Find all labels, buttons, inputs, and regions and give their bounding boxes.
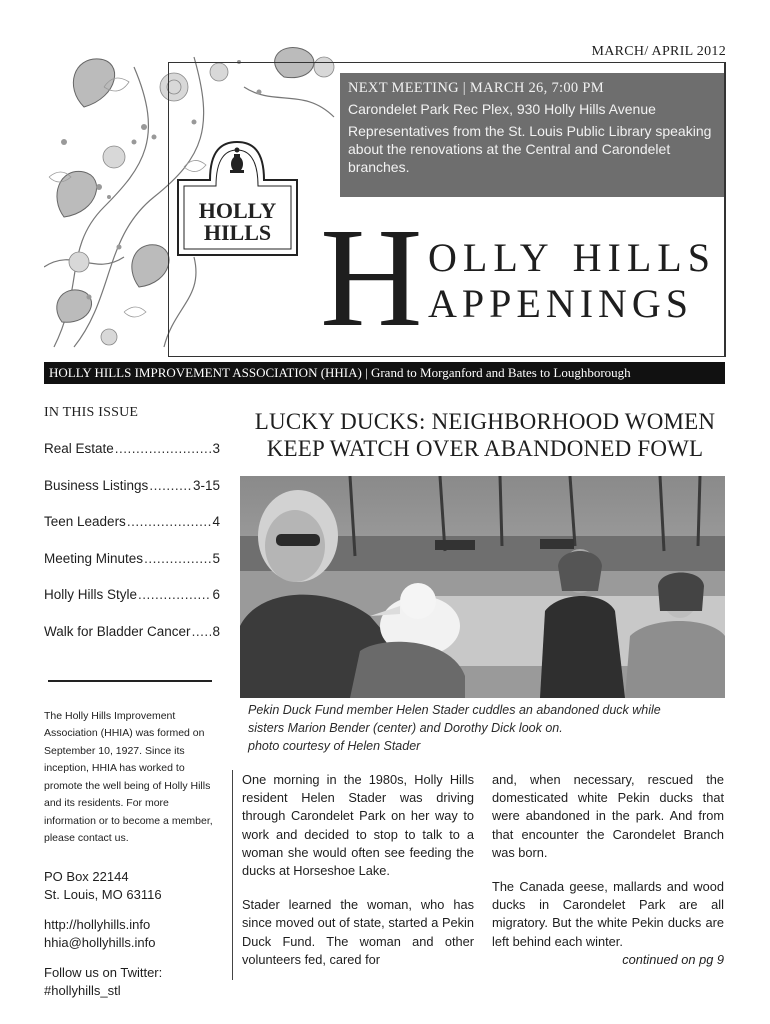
issue-item-page: 4 bbox=[212, 514, 220, 529]
logo-text bbox=[170, 200, 305, 244]
article-paragraph: Stader learned the woman, who has since moved out of state, started a Pekin Duck Fund. The woman and other volunteers fed, cared for bbox=[242, 897, 474, 967]
issue-item-page: 8 bbox=[212, 623, 220, 639]
continued-note: continued on pg 9 bbox=[622, 951, 724, 967]
issue-item-label: Real Estate bbox=[44, 441, 114, 456]
issue-item-holly-hills-style bbox=[44, 587, 220, 624]
article-column-1 bbox=[242, 771, 474, 985]
issue-item-business-listings bbox=[44, 478, 220, 515]
article-title-line2: KEEP WATCH OVER ABANDONED FOWL bbox=[266, 436, 704, 461]
issue-item-label: Business Listings bbox=[44, 477, 149, 493]
photo-caption bbox=[248, 701, 726, 755]
twitter-label: Follow us on Twitter: bbox=[44, 964, 163, 980]
issue-item-meeting-minutes bbox=[44, 551, 220, 588]
article-paragraph: and, when necessary, rescued the domesticated white Pekin ducks that were abandoned in the park. And from that encounter the Carondelet Branch was born. bbox=[492, 772, 724, 860]
logo-line1: HOLLY bbox=[198, 198, 277, 223]
issue-item-label: Holly Hills Style bbox=[44, 587, 138, 602]
sidebar-divider bbox=[48, 680, 212, 682]
leader-dots bbox=[144, 551, 211, 566]
issue-item-label: Walk for Bladder Cancer bbox=[44, 623, 191, 639]
meeting-title: NEXT MEETING | MARCH 26, 7:00 PM bbox=[348, 80, 604, 96]
issue-item-page: 6 bbox=[212, 587, 220, 602]
masthead-line2: APPENINGS bbox=[428, 281, 694, 326]
caption-line1: Pekin Duck Fund member Helen Stader cuddles an abandoned duck while bbox=[248, 703, 661, 717]
article-photo bbox=[240, 476, 725, 698]
leader-dots bbox=[192, 624, 212, 639]
masthead-initial: H bbox=[320, 198, 423, 356]
leader-dots bbox=[115, 441, 212, 456]
meeting-location: Carondelet Park Rec Plex, 930 Holly Hills Avenue bbox=[348, 101, 656, 117]
twitter-handle[interactable]: #hollyhills_stl bbox=[44, 982, 121, 998]
article-title-line1: LUCKY DUCKS: NEIGHBORHOOD WOMEN bbox=[254, 409, 716, 434]
mailing-address bbox=[44, 868, 224, 904]
sidebar bbox=[44, 405, 224, 1012]
next-meeting-box bbox=[340, 73, 724, 197]
city-state-zip: St. Louis, MO 63116 bbox=[44, 886, 162, 902]
about-hhia: The Holly Hills Improvement Association (HHIA) was formed on September 10, 1927. Since its inception, HHIA has worked to promote the well being of Holly Hills and its residents. For more information or to become a member, please contact us. bbox=[44, 709, 213, 844]
issue-item-page: 5 bbox=[212, 550, 220, 566]
meeting-description: Representatives from the St. Louis Public Library speaking about the renovations at the Central and Carondelet branches. bbox=[348, 123, 712, 175]
masthead-line1: OLLY HILLS bbox=[428, 235, 716, 280]
logo-line2: HILLS bbox=[203, 220, 272, 245]
article-column-2 bbox=[492, 771, 724, 969]
in-this-issue-heading: IN THIS ISSUE bbox=[44, 405, 139, 420]
leader-dots bbox=[127, 514, 212, 529]
article-paragraph: The Canada geese, mallards and wood ducks in Carondelet Park are all migratory. But the white Pekin ducks are left behind each winter. bbox=[492, 879, 724, 949]
issue-date: MARCH/ APRIL 2012 bbox=[591, 44, 726, 59]
leader-dots bbox=[138, 587, 211, 602]
twitter-contact bbox=[44, 964, 224, 1000]
issue-item-label: Teen Leaders bbox=[44, 514, 126, 529]
association-bar: HOLLY HILLS IMPROVEMENT ASSOCIATION (HHIA) | Grand to Morganford and Bates to Loughborough bbox=[44, 362, 725, 384]
web-contact bbox=[44, 916, 224, 952]
issue-item-walk-for-bladder-cancer bbox=[44, 624, 220, 661]
po-box: PO Box 22144 bbox=[44, 868, 129, 884]
website-link[interactable]: http://hollyhills.info bbox=[44, 916, 151, 932]
article-paragraph: One morning in the 1980s, Holly Hills resident Helen Stader was driving through Carondelet Park on her way to work and decided to stop to talk to a woman she would often see feeding the ducks at Horseshoe Lake. bbox=[242, 772, 474, 879]
issue-item-real-estate bbox=[44, 441, 220, 478]
issue-item-teen-leaders bbox=[44, 514, 220, 551]
issue-item-label: Meeting Minutes bbox=[44, 550, 144, 566]
issue-item-page: 3-15 bbox=[192, 477, 220, 493]
column-divider-left bbox=[232, 770, 233, 980]
photo-credit: photo courtesy of Helen Stader bbox=[248, 739, 421, 753]
article-title bbox=[240, 408, 730, 462]
email-link[interactable]: hhia@hollyhills.info bbox=[44, 934, 156, 950]
issue-item-page: 3 bbox=[212, 441, 220, 456]
caption-line2: sisters Marion Bender (center) and Dorothy Dick look on. bbox=[248, 721, 563, 735]
leader-dots bbox=[149, 478, 192, 493]
